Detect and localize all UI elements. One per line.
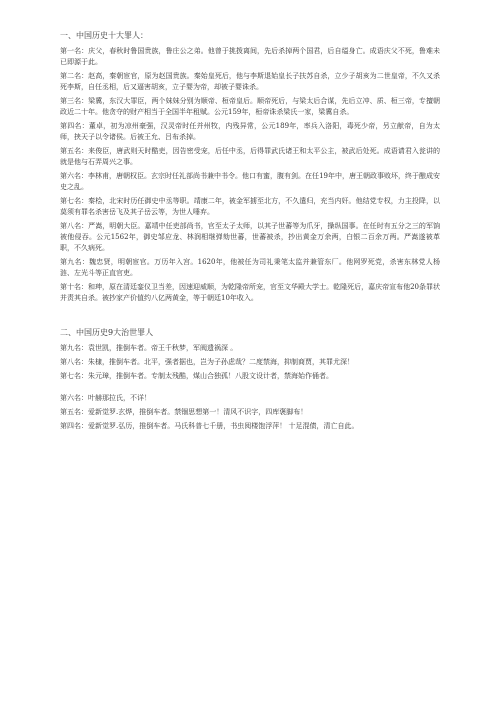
section-body [60, 46, 440, 304]
paragraph: 第六名：李林甫，唐朝权臣。玄宗时任礼部尚书兼中书令。他口有蜜，腹有剑。在任19年中，唐王朝政事败坏，终于酿成安史之乱。 [60, 172, 440, 191]
paragraph: 第八名：严嵩，明朝大臣。嘉靖中任吏部尚书，官至太子太师，以其子世蕃等为爪牙，操纵国事。在任时有五分之三的军饷被他侵吞。公元1562年，御史邹应龙、林润相继弹劾世蕃，世蕃被杀，抄出黄金万余两，白银二百余万两。严嵩遂被革职，不久病死。 [60, 222, 440, 252]
paragraph: 第七名：秦桧，北宋时历任御史中丞等职。靖康二年，被金军掳至北方，不久遣归，充当内奸。他结党专权，力主投降，以莫须有罪名杀害岳飞及其子岳云等，为世人唾弃。 [60, 197, 440, 216]
paragraph: 第二名：赵高，秦朝宦官，原为赵国贵族。秦始皇死后，他与李斯退始皇长子扶苏自杀，立少子胡亥为二世皇帝，不久又杀死李斯，自任丞相，后又逼害胡亥，立子婴为帝，却被子婴诛杀。 [60, 72, 440, 91]
paragraph: 第八名：朱棣，推倒车者。北平，强者据也，岂为子孙虑哉？二度禁海，抑制商贾，其罪尤深！ [60, 358, 354, 366]
paragraph: 第五名：来俊臣，唐武则天时酷吏，因告密受宠，后任中丞，后得罪武氏诸王和太平公主，被武后处死。成语请君入瓮讲的就是他与石弄周兴之事。 [60, 147, 440, 166]
paragraph: 第九名：魏忠贤，明朝宦官。万历年入宫。1620年，他被任为司礼秉笔太监并兼管东厂。他网罗死党，杀害东林党人杨涟、左光斗等正直官吏。 [60, 258, 440, 277]
paragraph: 第四名：爱新觉罗.弘历，推倒车者。马氏科普七千册，书虫阅楼饱浮萍！ 十足混债，清亡自此。 [60, 422, 359, 430]
section-spacer [60, 307, 440, 327]
paragraph: 第一名：庆父，春秋时鲁国贵族，鲁庄公之弟。他曾于挑拨离间，先后杀掉两个国君，后自缢身亡。成语庆父不死，鲁难未已即源于此。 [60, 47, 440, 66]
section-nine-criminals [60, 327, 440, 432]
paragraph-spacer [60, 385, 440, 393]
paragraph: 第九名：袁世凯，推倒车者。帝王千秋梦，军阀遗祸深 。 [60, 344, 238, 352]
paragraph: 第三名：梁冀，东汉大罪臣，两个妹妹分别为顺帝、桓帝皇后。顺帝死后，与梁太后合谋，先后立冲、质、桓三帝，专擅朝政近二十年。他贪夺的财产相当于全国半年租赋。公元159年，桓帝诛杀梁氏一家，梁冀自杀。 [60, 97, 440, 116]
paragraph: 第七名：朱元璋，推倒车者。专制太残酷，煤山合独孤！八股文设计者，禁海始作俑者。 [60, 372, 333, 380]
section-body [60, 343, 440, 382]
paragraph: 第六名：叶赫那拉氏，不详！ [60, 394, 151, 402]
section-body [60, 393, 440, 432]
paragraph: 第十名：和珅，原在清廷銮仪卫当差，因速迎威顺，为乾隆帝所宠，官至文华殿大学士。乾隆死后，嘉庆帝宣布他20条罪状并责其自杀。被抄家产价值约八亿两黄金，等于朝廷10年收入。 [60, 283, 440, 302]
section-heading: 二、中国历史9大治世罪人 [60, 328, 154, 337]
section-ten-criminals [60, 30, 440, 304]
section-heading: 一、中国历史十大罪人： [60, 31, 148, 40]
paragraph: 第四名：董卓，初为凉州豪强，汉灵帝时任并州牧，内残异常，公元189年，率兵入洛阳，毒死少帝，另立献帝，自为太师，挟天子以令诸侯。后被王允、吕布杀掉。 [60, 122, 440, 141]
paragraph: 第五名：爱新觉罗.玄烨，推倒车者。禁锢思想第一！清风不识字，四库褒脚布！ [60, 408, 308, 416]
